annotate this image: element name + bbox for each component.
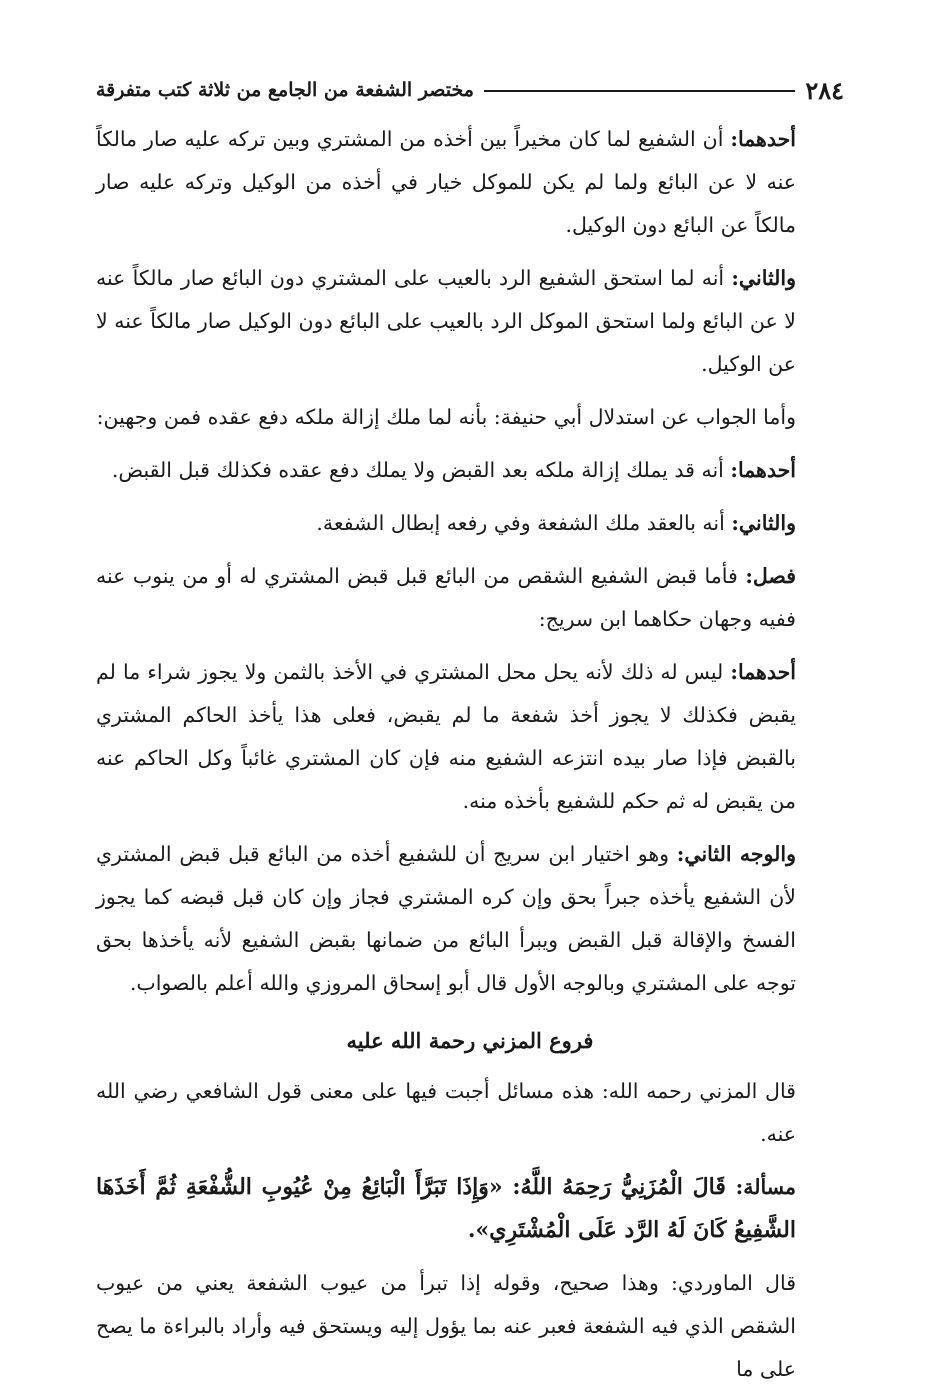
paragraph-text: أن الشفيع لما كان مخيراً بين أخذه من المشتري وبين تركه عليه صار مالكاً عنه لا عن البائع ولما لم يكن للموكل خيار في أخذه من الوكيل وتركه عليه صار مالكاً عن البائع دون الوكيل. [96, 127, 796, 237]
paragraph-label: أحدهما: [730, 660, 796, 684]
paragraph-label: فصل: [745, 564, 796, 588]
header-rule [484, 90, 795, 92]
section-heading: فروع المزني رحمة الله عليه [346, 1028, 594, 1053]
masala-quote: «وَإِذَا تَبَرَّأَ الْبَائِعُ مِنْ عُيُوبِ الشُّفْعَةِ ثُمَّ أَخَذَهَا الشَّفِيعُ كَانَ لَهُ الرَّد عَلَى الْمُشْتَرِي». [96, 1174, 796, 1243]
page-number: ٢٨٤ [805, 75, 844, 105]
paragraph-label: والوجه الثاني: [676, 842, 796, 866]
masala-speaker: قَالَ الْمُزَنِيُّ رَحِمَهُ اللَّهُ: [502, 1174, 736, 1200]
book-title: مختصر الشفعة من الجامع من ثلاثة كتب متفرقة [96, 79, 474, 101]
masala-label: مسألة: [735, 1175, 796, 1199]
page-body [96, 118, 844, 1391]
paragraph-text: وهو اختيار ابن سريج أن للشفيع أخذه من البائع قبل قبض المشتري لأن الشفيع يأخذه جبراً بحق وإن كره المشتري فجاز وإن كان قبل قبضه كما يجوز الفسخ والإقالة قبل القبض ويبرأ البائع من ضمانها بقبض الشفيع لأنه يأخذها بحق توجه على المشتري وبالوجه الأول قال أبو إسحاق المروزي والله أعلم بالصواب. [96, 842, 796, 995]
running-header [96, 70, 844, 110]
paragraph-text: وأما الجواب عن استدلال أبي حنيفة: بأنه لما ملك إزالة ملكه دفع عقده فمن وجهين: [96, 405, 796, 429]
closing-paragraph: قال الماوردي: وهذا صحيح، وقوله إذا تبرأ من عيوب الشفعة يعني من عيوب الشقص الذي فيه الشفعة فعبر عنه بما يؤول إليه ويستحق فيه وأراد بالبراءة ما يصح على ما [96, 1271, 796, 1381]
paragraph-text: أنه قد يملك إزالة ملكه بعد القبض ولا يملك دفع عقده فكذلك قبل القبض. [111, 458, 731, 482]
intro-paragraph: قال المزني رحمه الله: هذه مسائل أجبت فيها على معنى قول الشافعي رضي الله عنه. [96, 1079, 796, 1146]
masala-paragraph [96, 1166, 844, 1252]
paragraph [96, 396, 844, 439]
paragraph [96, 118, 844, 247]
paragraph-text: أنه بالعقد ملك الشفعة وفي رفعه إبطال الشفعة. [316, 511, 732, 535]
paragraph [96, 257, 844, 386]
paragraph [96, 449, 844, 492]
paragraph [96, 555, 844, 641]
paragraph-text: فأما قبض الشفيع الشقص من البائع قبل قبض المشتري له أو من ينوب عنه ففيه وجهان حكاهما ابن سريج: [96, 564, 796, 631]
paragraph-text: ليس له ذلك لأنه يحل محل المشتري في الأخذ بالثمن ولا يجوز شراء ما لم يقبض فكذلك لا يجوز أخذ شفعة ما لم يقبض، فعلى هذا يأخذ الحاكم المشتري بالقبض فإذا صار بيده انتزعه الشفيع منه فإن كان المشتري غائباً وكل الحاكم عنه من يقبض له ثم حكم للشفيع بأخذه منه. [96, 660, 796, 813]
paragraph-label: أحدهما: [730, 127, 796, 151]
paragraph [96, 502, 844, 545]
paragraph-label: والثاني: [731, 511, 796, 535]
paragraph [96, 651, 844, 823]
paragraph-text: أنه لما استحق الشفيع الرد بالعيب على المشتري دون البائع صار مالكاً عنه لا عن البائع ولما استحق الموكل الرد بالعيب على البائع دون الوكيل صار مالكاً عنه لا عن الوكيل. [96, 266, 796, 376]
paragraph-label: أحدهما: [730, 458, 796, 482]
paragraph [96, 833, 844, 1005]
paragraph-label: والثاني: [731, 266, 796, 290]
